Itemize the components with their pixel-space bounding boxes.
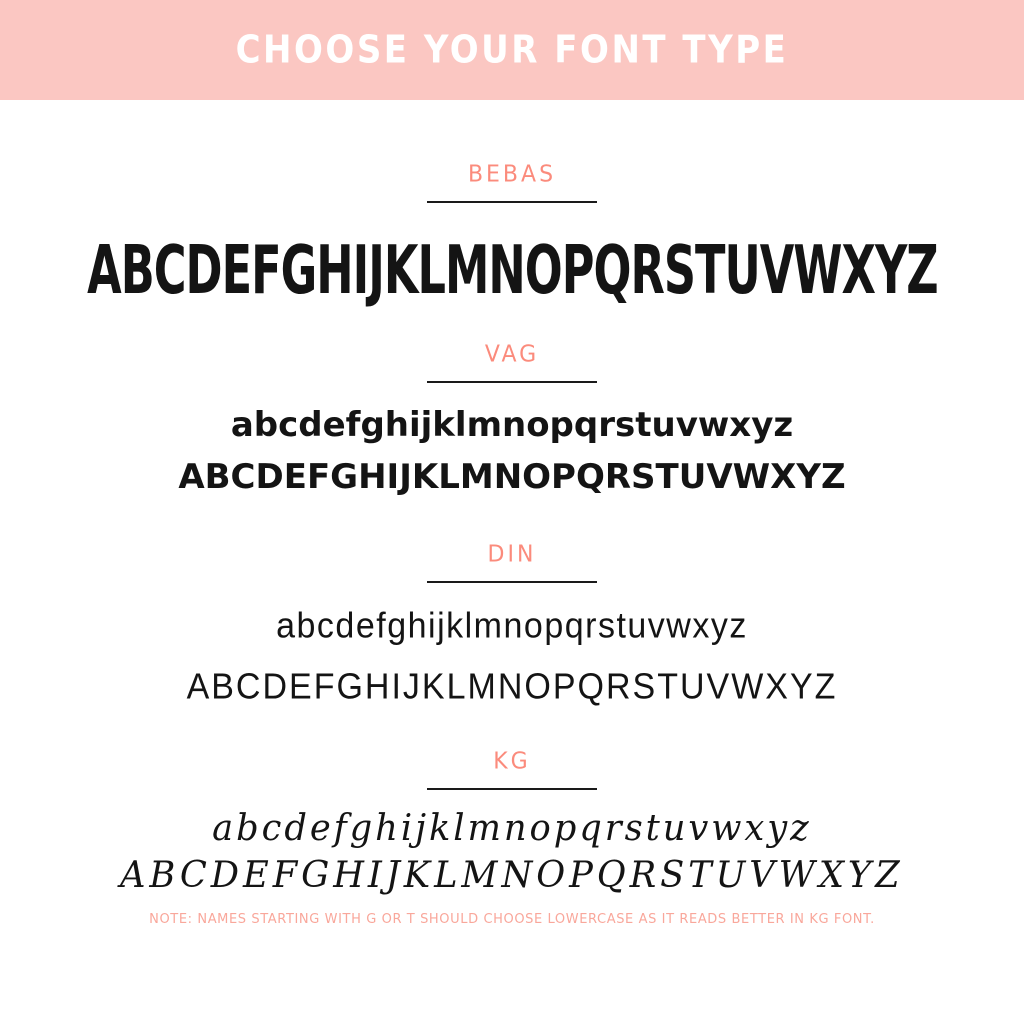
font-sample-din-uppercase: ABCDEFGHIJKLMNOPQRSTUVWXYZ bbox=[186, 667, 838, 707]
font-section-bebas[interactable] bbox=[0, 161, 1024, 310]
font-name-kg: KG bbox=[493, 748, 531, 775]
font-name-bebas: BEBAS bbox=[467, 161, 557, 188]
font-sample-vag-lowercase: abcdefghijklmnopqrstuvwxyz bbox=[230, 405, 794, 445]
font-section-vag[interactable] bbox=[0, 342, 1024, 497]
font-sample-list bbox=[0, 162, 1024, 927]
font-sample-vag-uppercase: ABCDEFGHIJKLMNOPQRSTUVWXYZ bbox=[178, 457, 846, 497]
divider bbox=[427, 788, 597, 790]
page-title: CHOOSE YOUR FONT TYPE bbox=[235, 27, 789, 73]
font-name-din: DIN bbox=[487, 541, 537, 568]
font-section-din[interactable] bbox=[0, 542, 1024, 707]
font-name-vag: VAG bbox=[484, 341, 540, 368]
divider bbox=[427, 381, 597, 383]
kg-font-note: NOTE: NAMES STARTING WITH G OR T SHOULD CHOOSE LOWERCASE AS IT READS BETTER IN KG FONT. bbox=[149, 912, 875, 927]
divider bbox=[427, 581, 597, 583]
font-sample-din-lowercase: abcdefghijklmnopqrstuvwxyz bbox=[276, 606, 748, 646]
divider bbox=[427, 201, 597, 203]
font-section-kg[interactable] bbox=[0, 749, 1024, 927]
font-sample-kg-lowercase: abcdefghijklmnopqrstuvwxyz bbox=[212, 808, 812, 849]
font-sample-kg-uppercase: ABCDEFGHIJKLMNOPQRSTUVWXYZ bbox=[120, 855, 904, 896]
font-sample-bebas-uppercase: ABCDEFGHIJKLMNOPQRSTUVWXYZ bbox=[86, 230, 938, 310]
page-header bbox=[0, 0, 1024, 100]
